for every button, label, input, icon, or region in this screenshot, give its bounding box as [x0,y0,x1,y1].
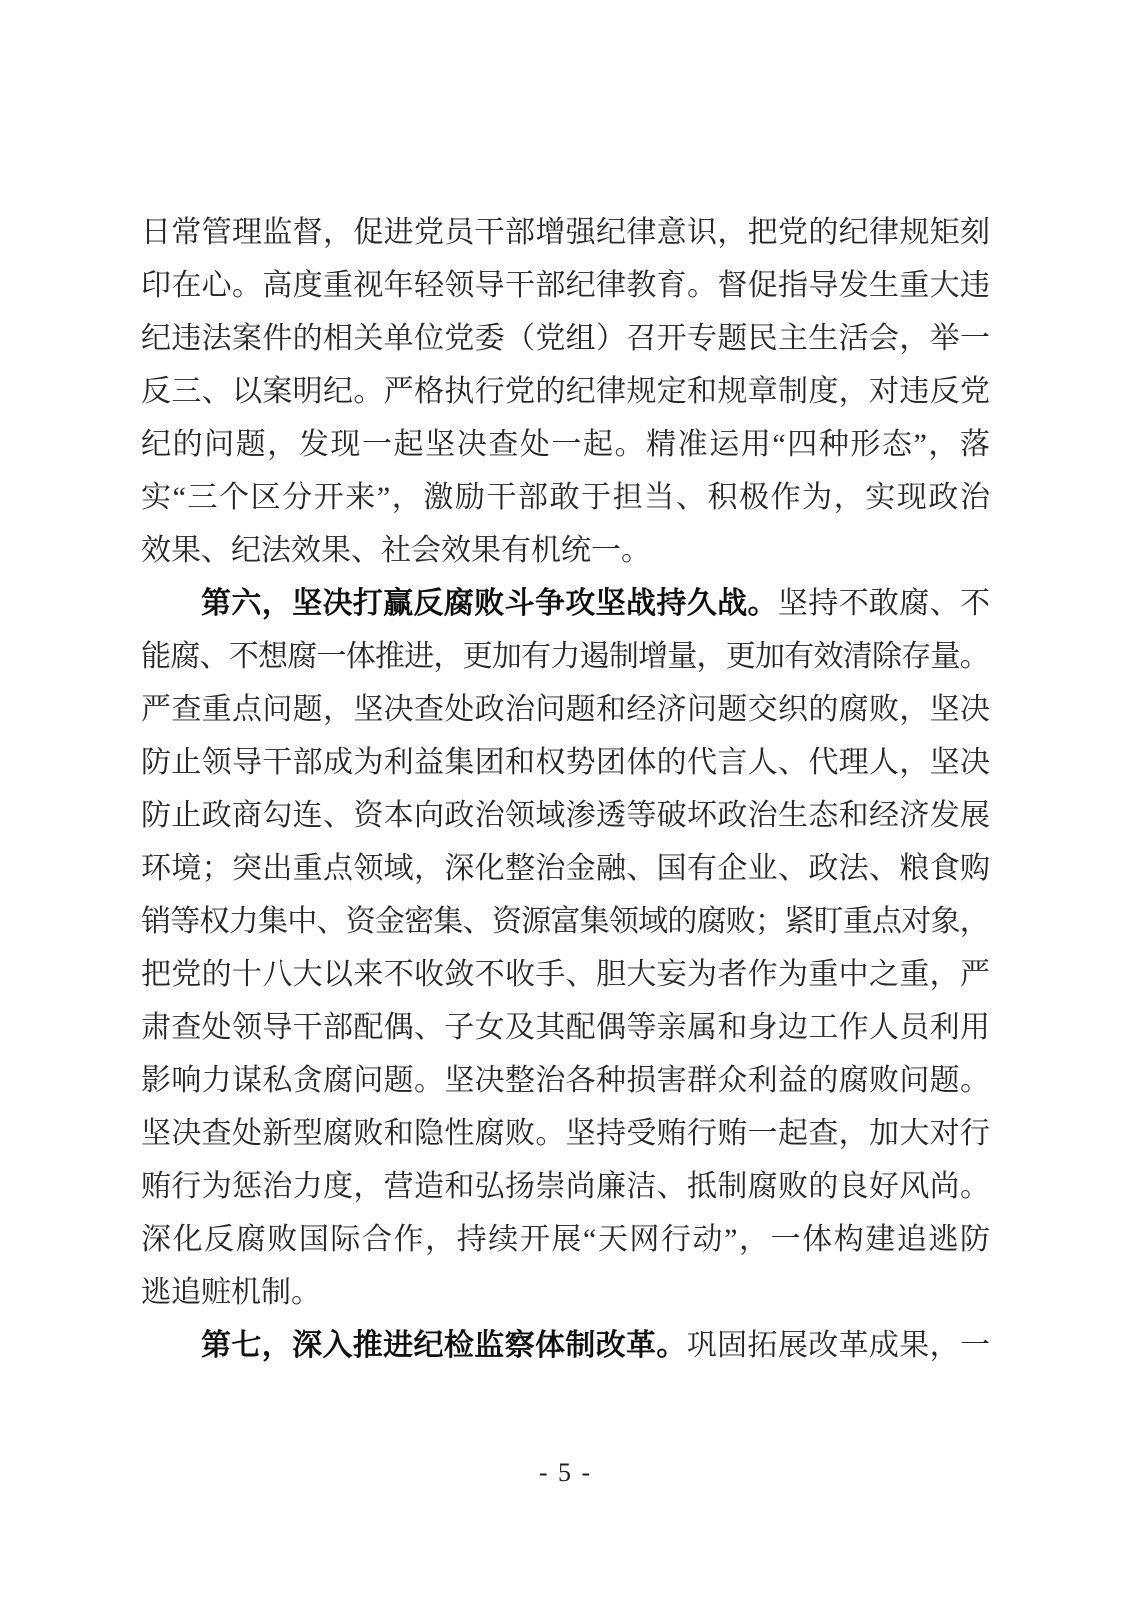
text-run: 肃查处领导干部配偶、子女及其配偶等亲属和身边工作人员利用 [141,1011,990,1044]
text-run: 环境；突出重点领域，深化整治金融、国有企业、政法、粮食购 [141,852,990,885]
text-line [141,736,990,789]
text-run: 纪的问题，发现一起坚决查处一起。精准运用“四种形态”，落 [141,428,990,461]
text-line [141,1107,990,1160]
text-run: 贿行为惩治力度，营造和弘扬崇尚廉洁、抵制腐败的良好风尚。 [141,1170,990,1203]
text-run: 深化反腐败国际合作，持续开展“天网行动”，一体构建追逃防 [141,1223,990,1256]
text-line [141,524,990,577]
text-line [141,1160,990,1213]
text-line [141,1054,990,1107]
text-line [141,1319,990,1372]
bold-text-run: 第七，深入推进纪检监察体制改革。 [201,1329,687,1362]
text-run: 印在心。高度重视年轻领导干部纪律教育。督促指导发生重大违 [141,269,990,302]
page-number: - 5 - [538,1458,593,1487]
text-line [141,789,990,842]
text-line [141,312,990,365]
text-run: 坚决查处新型腐败和隐性腐败。坚持受贿行贿一起查，加大对行 [141,1117,990,1150]
text-run: 防止政商勾连、资本向政治领域渗透等破坏政治生态和经济发展 [141,799,990,832]
text-line [141,471,990,524]
text-line [141,1001,990,1054]
text-run: 反三、以案明纪。严格执行党的纪律规定和规章制度，对违反党 [141,375,990,408]
text-line [141,842,990,895]
text-run: 能腐、不想腐一体推进，更加有力遏制增量，更加有效清除存量。 [141,640,989,673]
text-run: 防止领导干部成为利益集团和权势团体的代言人、代理人，坚决 [141,746,990,779]
text-run: 逃追赃机制。 [141,1276,321,1309]
text-line [141,259,990,312]
text-line [141,630,990,683]
text-line [141,948,990,1001]
text-run: 严查重点问题，坚决查处政治问题和经济问题交织的腐败，坚决 [141,693,990,726]
text-line [141,683,990,736]
text-run: 日常管理监督，促进党员干部增强纪律意识，把党的纪律规矩刻 [141,216,990,249]
text-run: 纪违法案件的相关单位党委（党组）召开专题民主生活会，举一 [141,322,990,355]
text-run: 坚持不敢腐、不 [777,587,991,620]
text-run: 效果、纪法效果、社会效果有机统一。 [141,534,651,567]
text-line [141,895,990,948]
bold-text-run: 第六，坚决打赢反腐败斗争攻坚战持久战。 [201,587,778,620]
text-line [141,1213,990,1266]
text-run: 巩固拓展改革成果，一 [686,1329,991,1362]
text-line [141,365,990,418]
text-line [141,418,990,471]
text-run: 销等权力集中、资金密集、资源富集领域的腐败；紧盯重点对象， [141,905,989,938]
text-run: 把党的十八大以来不收敛不收手、胆大妄为者作为重中之重，严 [141,958,990,991]
text-run: 实“三个区分开来”，激励干部敢于担当、积极作为，实现政治 [141,481,990,514]
document-body [141,206,990,1372]
text-line [141,577,990,630]
text-line [141,206,990,259]
text-line [141,1266,990,1319]
text-run: 影响力谋私贪腐问题。坚决整治各种损害群众利益的腐败问题。 [141,1064,990,1097]
